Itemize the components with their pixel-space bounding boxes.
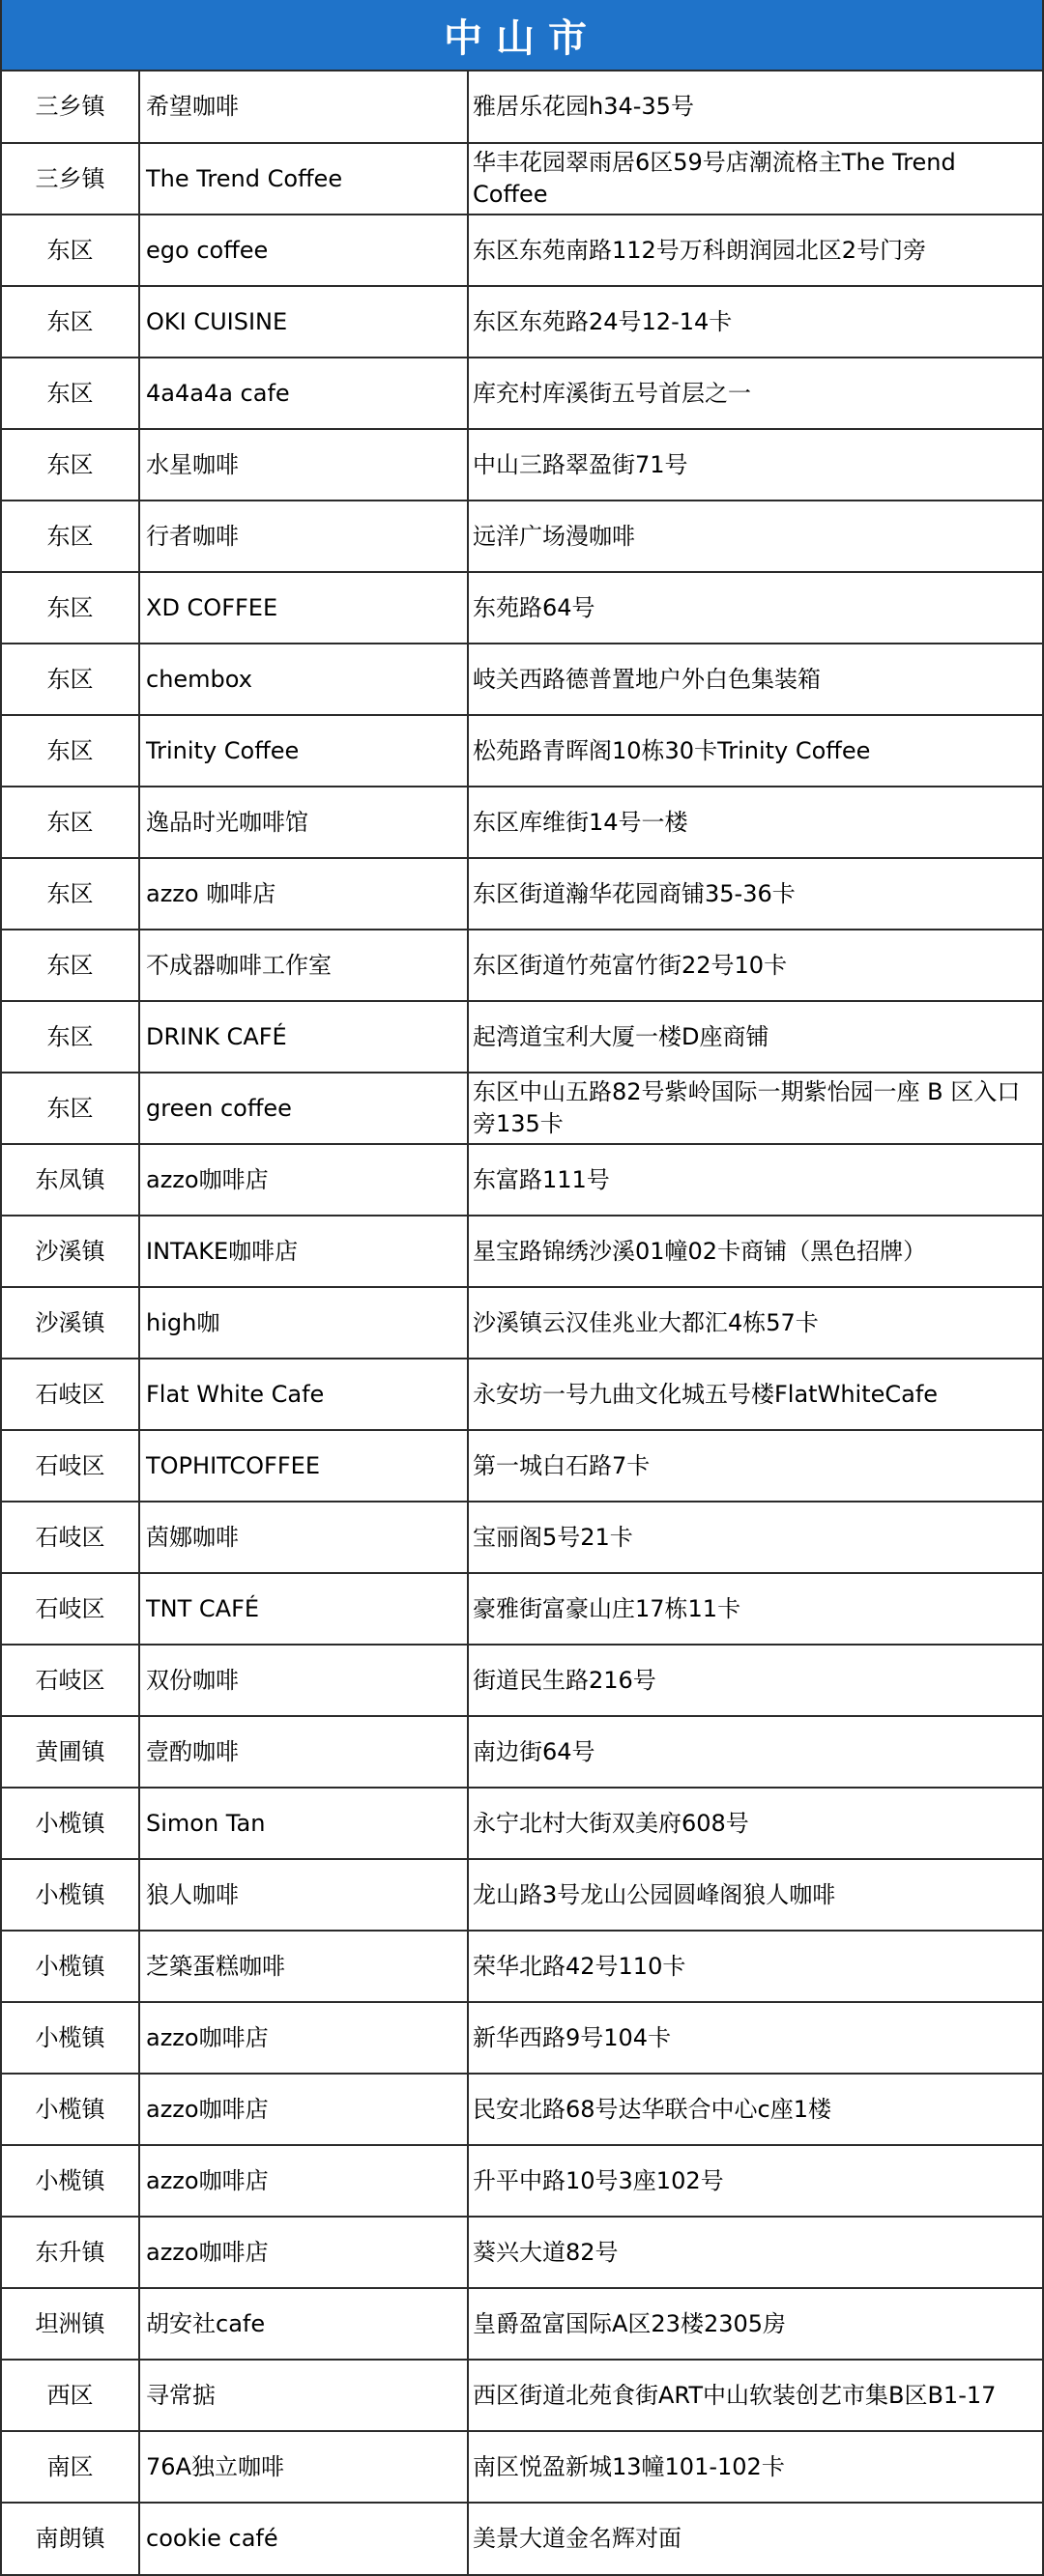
shop-table-body bbox=[2, 72, 1042, 2574]
district-cell: 东区 bbox=[2, 286, 139, 358]
table-row bbox=[2, 2217, 1042, 2288]
address-cell: 东区中山五路82号紫岭国际一期紫怡园一座 B 区入口旁135卡 bbox=[468, 1073, 1042, 1144]
shop-name-cell: 4a4a4a cafe bbox=[139, 358, 468, 429]
address-cell: 沙溪镇云汉佳兆业大都汇4栋57卡 bbox=[468, 1287, 1042, 1359]
shop-name-cell: XD COFFEE bbox=[139, 572, 468, 644]
district-cell: 石岐区 bbox=[2, 1359, 139, 1430]
table-row bbox=[2, 1931, 1042, 2002]
district-cell: 东区 bbox=[2, 1073, 139, 1144]
address-cell: 西区街道北苑食街ART中山软装创艺市集B区B1-17 bbox=[468, 2360, 1042, 2431]
address-cell: 远洋广场漫咖啡 bbox=[468, 501, 1042, 572]
table-row bbox=[2, 1788, 1042, 1859]
address-cell: 永宁北村大街双美府608号 bbox=[468, 1788, 1042, 1859]
district-cell: 小榄镇 bbox=[2, 1931, 139, 2002]
table-row bbox=[2, 429, 1042, 501]
table-row bbox=[2, 143, 1042, 215]
district-cell: 三乡镇 bbox=[2, 143, 139, 215]
district-cell: 黄圃镇 bbox=[2, 1716, 139, 1788]
district-cell: 东区 bbox=[2, 572, 139, 644]
district-cell: 东区 bbox=[2, 644, 139, 715]
district-cell: 小榄镇 bbox=[2, 2145, 139, 2217]
shop-name-cell: 希望咖啡 bbox=[139, 72, 468, 143]
shop-name-cell: 壹酌咖啡 bbox=[139, 1716, 468, 1788]
shop-name-cell: green coffee bbox=[139, 1073, 468, 1144]
shop-name-cell: 不成器咖啡工作室 bbox=[139, 930, 468, 1001]
district-cell: 东区 bbox=[2, 1001, 139, 1073]
shop-name-cell: 行者咖啡 bbox=[139, 501, 468, 572]
shop-name-cell: azzo咖啡店 bbox=[139, 1144, 468, 1216]
address-cell: 岐关西路德普置地户外白色集装箱 bbox=[468, 644, 1042, 715]
table-row bbox=[2, 930, 1042, 1001]
address-cell: 雅居乐花园h34-35号 bbox=[468, 72, 1042, 143]
address-cell: 起湾道宝利大厦一楼D座商铺 bbox=[468, 1001, 1042, 1073]
address-cell: 永安坊一号九曲文化城五号楼FlatWhiteCafe bbox=[468, 1359, 1042, 1430]
shop-name-cell: 茵娜咖啡 bbox=[139, 1502, 468, 1573]
table-row bbox=[2, 2145, 1042, 2217]
table-row bbox=[2, 572, 1042, 644]
page-title: 中山市 bbox=[2, 0, 1042, 72]
address-cell: 龙山路3号龙山公园圆峰阁狼人咖啡 bbox=[468, 1859, 1042, 1931]
shop-name-cell: chembox bbox=[139, 644, 468, 715]
table-row bbox=[2, 1716, 1042, 1788]
address-cell: 东苑路64号 bbox=[468, 572, 1042, 644]
district-cell: 东区 bbox=[2, 215, 139, 286]
district-cell: 南区 bbox=[2, 2431, 139, 2503]
table-row bbox=[2, 1859, 1042, 1931]
address-cell: 美景大道金名辉对面 bbox=[473, 2525, 682, 2552]
shop-name-cell: DRINK CAFÉ bbox=[139, 1001, 468, 1073]
table-row bbox=[2, 787, 1042, 858]
shop-name-cell: cookie café bbox=[139, 2503, 468, 2574]
shop-name-cell: 芝築蛋糕咖啡 bbox=[139, 1931, 468, 2002]
district-cell: 东区 bbox=[2, 715, 139, 787]
shop-name-cell: Flat White Cafe bbox=[139, 1359, 468, 1430]
table-row bbox=[2, 1502, 1042, 1573]
address-cell: 东区东苑路24号12-14卡 bbox=[468, 286, 1042, 358]
shop-name-cell: high咖 bbox=[139, 1287, 468, 1359]
address-cell: 松苑路青晖阁10栋30卡Trinity Coffee bbox=[468, 715, 1042, 787]
address-cell: 民安北路68号达华联合中心c座1楼 bbox=[468, 2074, 1042, 2145]
address-cell: 宝丽阁5号21卡 bbox=[468, 1502, 1042, 1573]
address-cell: 南区悦盈新城13幢101-102卡 bbox=[468, 2431, 1042, 2503]
district-cell: 小榄镇 bbox=[2, 2002, 139, 2074]
address-cell: 中山三路翠盈街71号 bbox=[468, 429, 1042, 501]
shop-name-cell: 双份咖啡 bbox=[139, 1645, 468, 1716]
table-row bbox=[2, 858, 1042, 930]
shop-name-cell: The Trend Coffee bbox=[139, 143, 468, 215]
shop-name-cell: 狼人咖啡 bbox=[139, 1859, 468, 1931]
district-cell: 石岐区 bbox=[2, 1502, 139, 1573]
address-cell: 皇爵盈富国际A区23楼2305房 bbox=[468, 2288, 1042, 2360]
shop-name-cell: Simon Tan bbox=[139, 1788, 468, 1859]
shop-name-cell: azzo咖啡店 bbox=[139, 2074, 468, 2145]
district-cell: 石岐区 bbox=[2, 1573, 139, 1645]
table-row bbox=[2, 1645, 1042, 1716]
shop-name-cell: azzo咖啡店 bbox=[139, 2145, 468, 2217]
district-cell: 东区 bbox=[2, 358, 139, 429]
table-row bbox=[2, 215, 1042, 286]
address-cell: 豪雅街富豪山庄17栋11卡 bbox=[468, 1573, 1042, 1645]
address-cell: 新华西路9号104卡 bbox=[468, 2002, 1042, 2074]
shop-name-cell: Trinity Coffee bbox=[139, 715, 468, 787]
table-row bbox=[2, 2431, 1042, 2503]
district-cell: 小榄镇 bbox=[2, 1859, 139, 1931]
table-row bbox=[2, 1573, 1042, 1645]
shop-name-cell: 寻常掂 bbox=[139, 2360, 468, 2431]
table-row bbox=[2, 1073, 1042, 1144]
district-cell: 石岐区 bbox=[2, 1645, 139, 1716]
address-cell: 东区东苑南路112号万科朗润园北区2号门旁 bbox=[468, 215, 1042, 286]
shop-name-cell: 水星咖啡 bbox=[139, 429, 468, 501]
district-cell: 小榄镇 bbox=[2, 1788, 139, 1859]
shop-name-cell: azzo咖啡店 bbox=[139, 2002, 468, 2074]
shop-name-cell: TOPHITCOFFEE bbox=[139, 1430, 468, 1502]
shop-name-cell: TNT CAFÉ bbox=[139, 1573, 468, 1645]
table-row bbox=[2, 2002, 1042, 2074]
address-cell: 星宝路锦绣沙溪01幢02卡商铺（黑色招牌） bbox=[468, 1216, 1042, 1287]
table-row bbox=[2, 501, 1042, 572]
shop-table bbox=[2, 72, 1042, 2574]
district-cell: 三乡镇 bbox=[2, 72, 139, 143]
table-row bbox=[2, 1430, 1042, 1502]
shop-name-cell: ego coffee bbox=[139, 215, 468, 286]
district-cell: 东区 bbox=[2, 930, 139, 1001]
shop-name-cell: azzo 咖啡店 bbox=[139, 858, 468, 930]
table-row bbox=[2, 358, 1042, 429]
address-cell: 华丰花园翠雨居6区59号店潮流格主The Trend Coffee bbox=[468, 143, 1042, 215]
shop-name-cell: INTAKE咖啡店 bbox=[139, 1216, 468, 1287]
table-row bbox=[2, 715, 1042, 787]
address-cell: 东富路111号 bbox=[468, 1144, 1042, 1216]
table-row bbox=[2, 1001, 1042, 1073]
table-row bbox=[2, 1287, 1042, 1359]
table-row bbox=[2, 644, 1042, 715]
address-cell: 升平中路10号3座102号 bbox=[468, 2145, 1042, 2217]
district-cell: 东区 bbox=[2, 787, 139, 858]
address-cell: 库充村库溪街五号首层之一 bbox=[468, 358, 1042, 429]
address-cell: 街道民生路216号 bbox=[468, 1645, 1042, 1716]
table-row bbox=[2, 2288, 1042, 2360]
address-cell: 第一城白石路7卡 bbox=[468, 1430, 1042, 1502]
table-row bbox=[2, 72, 1042, 143]
shop-name-cell: OKI CUISINE bbox=[139, 286, 468, 358]
shop-name-cell: 胡安社cafe bbox=[139, 2288, 468, 2360]
table-row bbox=[2, 1216, 1042, 1287]
district-cell: 南朗镇 bbox=[2, 2503, 139, 2574]
table-row bbox=[2, 2503, 1042, 2574]
district-cell: 石岐区 bbox=[2, 1430, 139, 1502]
table-row bbox=[2, 2360, 1042, 2431]
address-cell: 东区街道瀚华花园商铺35-36卡 bbox=[468, 858, 1042, 930]
address-cell: 东区街道竹苑富竹街22号10卡 bbox=[468, 930, 1042, 1001]
district-cell: 东区 bbox=[2, 429, 139, 501]
district-cell: 坦洲镇 bbox=[2, 2288, 139, 2360]
district-cell: 沙溪镇 bbox=[2, 1216, 139, 1287]
shop-name-cell: 76A独立咖啡 bbox=[139, 2431, 468, 2503]
address-cell: 葵兴大道82号 bbox=[468, 2217, 1042, 2288]
district-cell: 小榄镇 bbox=[2, 2074, 139, 2145]
district-cell: 东区 bbox=[2, 501, 139, 572]
district-cell: 东升镇 bbox=[2, 2217, 139, 2288]
district-cell: 东区 bbox=[2, 858, 139, 930]
table-row bbox=[2, 2074, 1042, 2145]
district-cell: 西区 bbox=[2, 2360, 139, 2431]
district-cell: 东凤镇 bbox=[2, 1144, 139, 1216]
address-cell: 南边街64号 bbox=[468, 1716, 1042, 1788]
table-row bbox=[2, 1359, 1042, 1430]
district-cell: 沙溪镇 bbox=[2, 1287, 139, 1359]
shop-name-cell: 逸品时光咖啡馆 bbox=[139, 787, 468, 858]
address-cell: 东区库维街14号一楼 bbox=[468, 787, 1042, 858]
address-cell: 荣华北路42号110卡 bbox=[468, 1931, 1042, 2002]
shop-name-cell: azzo咖啡店 bbox=[139, 2217, 468, 2288]
table-row bbox=[2, 1144, 1042, 1216]
table-row bbox=[2, 286, 1042, 358]
